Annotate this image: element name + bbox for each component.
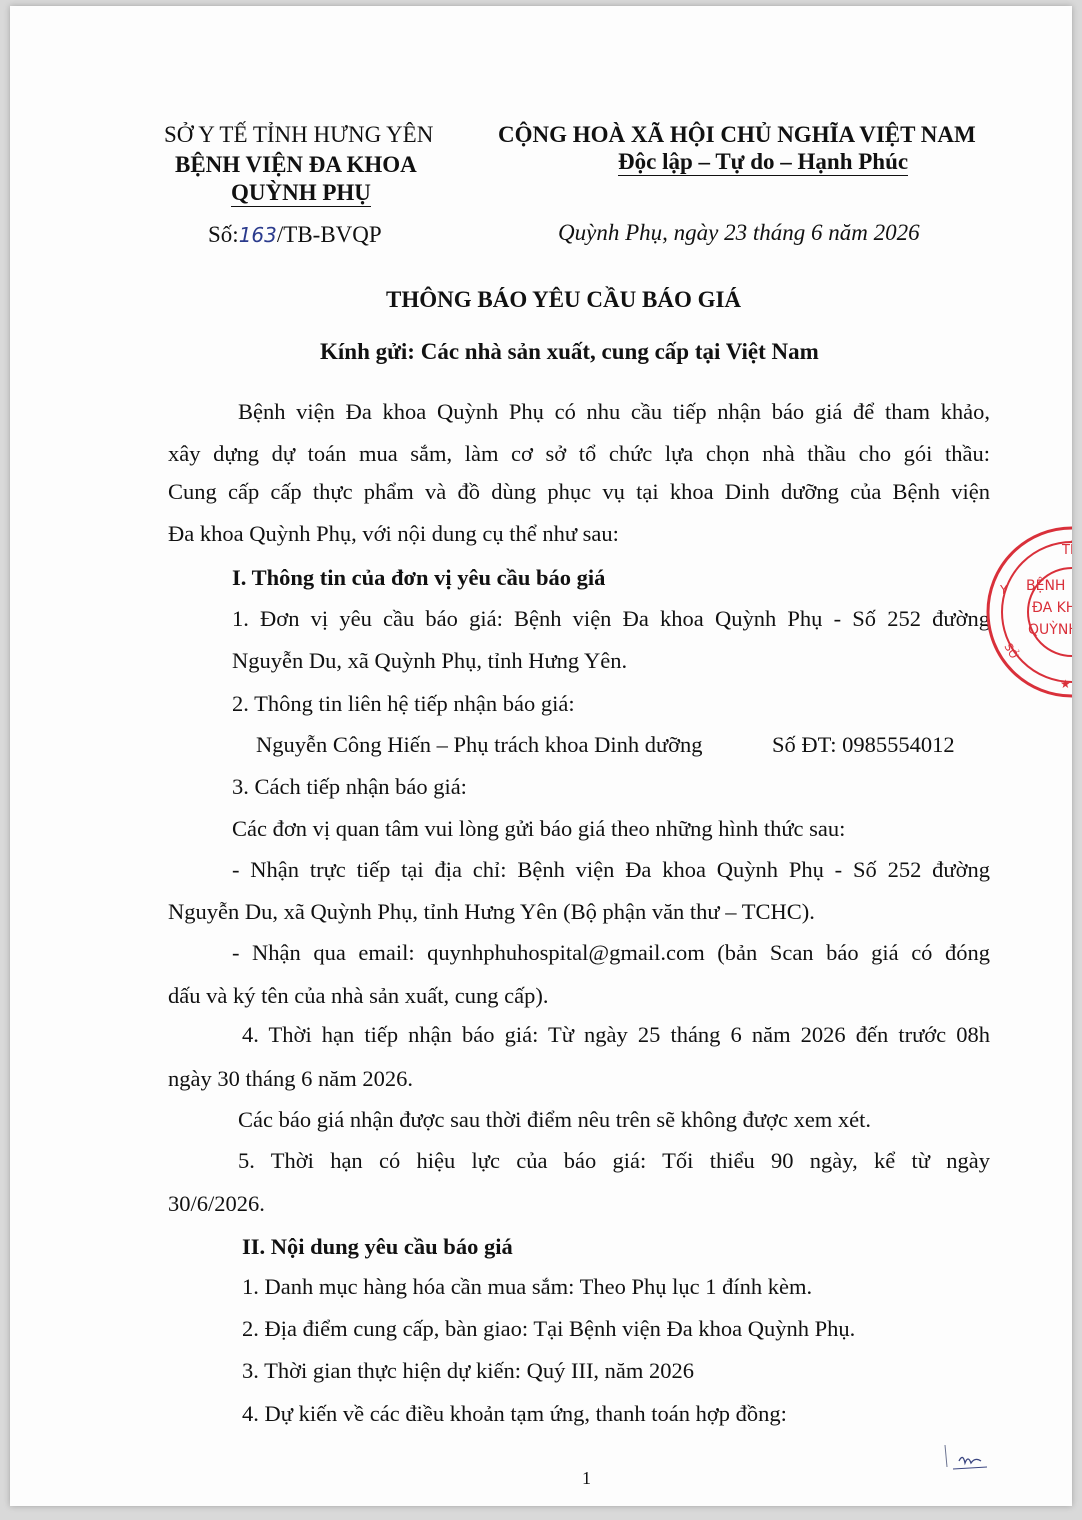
section-1-line: ngày 30 tháng 6 năm 2026.: [168, 1066, 413, 1091]
section-1-line: - Nhận qua email: quynhphuhospital@gmail.com (bản Scan báo giá có đóng: [232, 940, 990, 965]
intro-line-3: Cung cấp cấp thực phẩm và đồ dùng phục vụ tại khoa Dinh dưỡng của Bệnh viện: [168, 479, 990, 504]
section-2-line: 1. Danh mục hàng hóa cần mua sắm: Theo Phụ lục 1 đính kèm.: [242, 1274, 813, 1299]
section-1-line: Các báo giá nhận được sau thời điểm nêu trên sẽ không được xem xét.: [238, 1107, 872, 1132]
place-date: Quỳnh Phụ, ngày 23 tháng 6 năm 2026: [558, 220, 920, 245]
document-title: THÔNG BÁO YÊU CẦU BÁO GIÁ: [386, 287, 742, 312]
contact-person: Nguyễn Công Hiến – Phụ trách khoa Dinh dưỡng: [256, 732, 703, 757]
section-2-line: 4. Dự kiến về các điều khoản tạm ứng, thanh toán hợp đồng:: [242, 1401, 787, 1426]
section-1-line: Nguyễn Du, xã Quỳnh Phụ, tỉnh Hưng Yên.: [232, 648, 628, 673]
svg-text:QUỲNH: QUỲNH: [1028, 622, 1079, 638]
document-number-handwritten: 163: [238, 223, 277, 247]
official-stamp-icon: [982, 524, 1079, 699]
section-1-line: Nguyễn Du, xã Quỳnh Phụ, tỉnh Hưng Yên (Bộ phận văn thư – TCHC).: [168, 899, 815, 924]
section-2-heading: II. Nội dung yêu cầu báo giá: [242, 1234, 513, 1259]
section-1-line: 30/6/2026.: [168, 1191, 265, 1216]
section-1-line: 1. Đơn vị yêu cầu báo giá: Bệnh viện Đa khoa Quỳnh Phụ - Số 252 đường: [232, 606, 990, 631]
header-nation: CỘNG HOÀ XÃ HỘI CHỦ NGHĨA VIỆT NAM: [498, 122, 976, 147]
svg-text:TỈ: TỈ: [1062, 543, 1074, 558]
svg-text:★: ★: [1060, 677, 1071, 691]
section-1-line: 3. Cách tiếp nhận báo giá:: [232, 774, 467, 799]
section-1-line: 4. Thời hạn tiếp nhận báo giá: Từ ngày 25 tháng 6 năm 2026 đến trước 08h: [242, 1022, 990, 1047]
header-ministry: SỞ Y TẾ TỈNH HƯNG YÊN: [164, 122, 434, 147]
section-1-line: - Nhận trực tiếp tại địa chỉ: Bệnh viện Đa khoa Quỳnh Phụ - Số 252 đường: [232, 857, 990, 882]
section-1-line: Các đơn vị quan tâm vui lòng gửi báo giá theo những hình thức sau:: [232, 816, 846, 841]
document-number: Số:163/TB-BVQP: [208, 222, 382, 247]
svg-text:ĐA KH: ĐA KH: [1032, 600, 1077, 616]
svg-text:Y: Y: [1000, 583, 1008, 597]
intro-line-2: xây dựng dự toán mua sắm, làm cơ sở tổ chức lựa chọn nhà thầu cho gói thầu:: [168, 441, 990, 466]
header-hospital: BỆNH VIỆN ĐA KHOA: [175, 152, 417, 177]
section-1-line: 2. Thông tin liên hệ tiếp nhận báo giá:: [232, 691, 575, 716]
header-hospital-place: QUỲNH PHỤ: [231, 180, 371, 205]
recipient: Kính gửi: Các nhà sản xuất, cung cấp tại Việt Nam: [320, 339, 819, 364]
intro-line-1: Bệnh viện Đa khoa Quỳnh Phụ có nhu cầu tiếp nhận báo giá để tham khảo,: [238, 399, 990, 424]
section-1-line: 5. Thời hạn có hiệu lực của báo giá: Tối thiểu 90 ngày, kể từ ngày: [238, 1148, 990, 1173]
section-2-line: 3. Thời gian thực hiện dự kiến: Quý III, năm 2026: [242, 1358, 695, 1383]
section-1-heading: I. Thông tin của đơn vị yêu cầu báo giá: [232, 565, 606, 590]
section-1-line: dấu và ký tên của nhà sản xuất, cung cấp).: [168, 983, 549, 1008]
page-number: 1: [582, 1468, 591, 1488]
section-2-line: 2. Địa điểm cung cấp, bàn giao: Tại Bệnh viện Đa khoa Quỳnh Phụ.: [242, 1316, 856, 1341]
svg-text:BỆNH: BỆNH: [1026, 578, 1066, 594]
document-page: [10, 6, 1079, 1506]
intro-line-4: Đa khoa Quỳnh Phụ, với nội dung cụ thể như sau:: [168, 521, 619, 546]
svg-text:SỞ: SỞ: [1001, 641, 1022, 663]
header-motto: Độc lập – Tự do – Hạnh Phúc: [618, 149, 909, 174]
signature-initial-icon: [935, 1439, 995, 1479]
contact-phone: Số ĐT: 0985554012: [772, 732, 955, 757]
